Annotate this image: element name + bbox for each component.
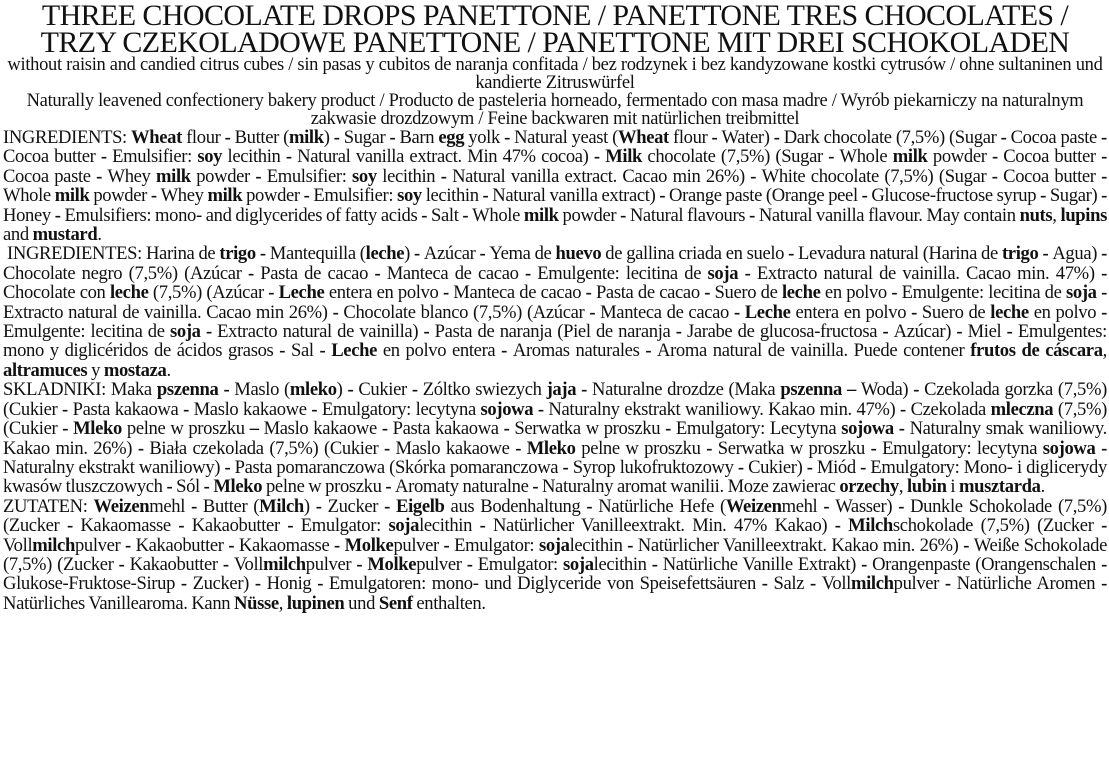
allergen-text: milk [523,204,559,226]
allergen-text: trigo [219,243,256,265]
product-subtitle-description: Naturally leavened confectionery bakery product / Producto de pasteleria horneado, fermentado con masa madre / Wyrób piekarniczy na naturalnym zakwasie drozdzowym / Feine backwaren mit natürlichen treibmittel [26,91,1084,129]
ingredient-text: SKLADNIKI: Maka [3,379,157,401]
ingredient-text: entera en polvo - Manteca de cacao - Pasta de cacao - Suero de [324,282,782,304]
ingredient-text: ZUTATEN: [3,495,94,517]
ingredient-text: mehl - Wasser) - Dunkle Schokolade (7,5%) (Zucker - Kakaomasse - Kakaobutter - Emulgator: [3,495,1107,537]
allergen-text: Molke [367,553,417,575]
ingredient-text: pulver - Kakaobutter - Kakaomasse - [74,534,345,556]
allergen-text: trigo [1001,243,1039,265]
allergen-text: Molke [344,534,394,556]
allergen-text: mustard [32,224,98,246]
ingredient-text: - Mantequilla ( [255,243,366,265]
allergen-text: Wheat [131,127,182,148]
ingredient-text: aus Bodenhaltung - Natürliche Hefe ( [444,495,726,517]
allergen-text: soja [563,553,594,575]
ingredient-text: lecithin - Natural vanilla extract) - Orange paste (Orange peel - Glucose-fructose syrup - Sugar) - Honey - Emulsifiers: mono- and diglycerides of fatty acids - Salt - Whole [3,185,1108,226]
allergen-text: leche [990,301,1029,323]
ingredient-text: INGREDIENTS: [3,127,132,148]
allergen-text: musztarda [959,476,1041,498]
ingredient-text: - Extracto natural de vainilla) - Pasta de naranja (Piel de naranja - Jarabe de glucosa-fructosa - Azúcar) - Miel - Emulgentes: mono y diglicéridos de ácidos grasos - Sal - [3,321,1107,362]
ingredient-text: und [344,592,379,614]
allergen-text: pszenna [780,379,842,401]
allergen-text: soja [707,262,739,284]
allergen-text: Milch [848,515,893,537]
ingredient-text: flour - Butter ( [181,127,289,148]
ingredients-es [3,244,1107,380]
ingredient-text: chocolate (7,5%) (Sugar - Whole [642,146,893,168]
allergen-text: soja [170,321,201,343]
allergen-text: pszenna [156,379,219,401]
ingredient-text: lecithin - Natural vanilla extract. Cacao min 26%) - White chocolate (7,5%) (Sugar - Cocoa butter - Whole [3,165,1107,207]
product-label [0,2,1109,613]
allergen-text: soy [352,165,377,187]
ingredient-text: lecithin - Natürlicher Vanilleextrakt. Min. 47% Kakao) - [419,515,849,537]
ingredients-en [3,128,1107,244]
ingredient-text: entera en polvo - Suero de [790,301,991,323]
ingredient-text: INGREDIENTES: Harina de [3,243,220,265]
allergen-text: milk [892,146,928,168]
ingredient-text: pelne w proszku - Serwatka w proszku - Emulgatory: lecytyna [575,437,1043,459]
ingredient-text: en polvo entera - Aromas naturales - Aroma natural de vainilla. Puede contener [377,340,971,362]
ingredient-text: - Extracto natural de vainilla. Cacao min. 47%) - Chocolate con [3,262,1107,304]
ingredient-text: - Naturalny smak waniliowy. Kakao min. 26%) - Biała czekolada (7,5%) (Cukier - Maslo kakaowe - [3,418,1107,459]
allergen-text: Wheat [617,127,669,148]
allergen-text: Mleko [213,476,263,498]
allergen-text: Weizen [93,495,150,517]
allergen-text: Milk [605,146,643,168]
ingredient-text: schokolade (7,5%) (Zucker - Voll [3,515,1107,556]
ingredient-text: ) - Azúcar - Yema de [404,243,556,265]
ingredient-text: pulver - Emulgator: [416,553,564,575]
allergen-text: frutos de cáscara [970,340,1103,362]
ingredient-text: y [87,359,104,381]
ingredient-text: lecithin - Natürliche Vanille Extrakt) - Orangenpaste (Orangenschalen - Glukose-Fruktose-Sirup - Zucker) - Honig - Emulgatoren: mono- und Diglyceride von Speisefettsäuren - Salz - Voll [3,553,1107,595]
allergen-text: Mleko [526,437,576,459]
allergen-text: soja [1066,282,1097,304]
ingredient-text: ) - Cukier - Zóltko swiezych [336,379,547,401]
allergen-text: Nüsse [234,592,279,614]
ingredient-text: yolk - Natural yeast ( [464,127,618,148]
ingredient-text: (7,5%) (Cukier - [3,398,1107,440]
ingredient-text: , [278,592,287,614]
allergen-text: orzechy [839,476,899,498]
allergen-text: leche [781,282,821,304]
ingredient-text: . [1040,476,1045,498]
ingredient-text: pulver - Emulgator: [393,534,539,556]
ingredient-text: , [1052,204,1061,226]
allergen-text: Weizen [725,495,782,517]
allergen-text: Mleko [73,418,122,440]
ingredients-section [3,128,1107,613]
ingredient-text: , [1102,340,1107,362]
allergen-text: soy [397,185,422,207]
allergen-text: milk [54,185,90,207]
allergen-text: Milch [259,495,304,517]
ingredient-text: - Agua) - Chocolate negro (7,5%) (Azúcar - Pasta de cacao - Manteca de cacao - Emulgente: lecitina de [3,243,1107,284]
allergen-text: Leche [278,282,325,304]
allergen-text: leche [109,282,149,304]
ingredient-text: en polvo - Emulgente: lecitina de [3,301,1107,343]
ingredient-text: pelne w proszku – Maslo kakaowe - Pasta kakaowa - Serwatka w proszku - Emulgatory: Lecytyna [121,418,842,440]
ingredient-text: de gallina criada en suelo - Levadura natural (Harina de [601,243,1002,265]
ingredient-text: powder - Emulsifier: [242,185,398,207]
ingredient-text: - Naturalne drozdze (Maka [576,379,781,401]
ingredient-text: powder - Emulsifier: [190,165,353,187]
ingredients-pl [3,380,1107,496]
allergen-text: nuts [1019,204,1053,226]
ingredient-text: ) - Sugar - Barn [323,127,439,148]
ingredient-text: enthalten. [412,592,486,614]
allergen-text: Eigelb [396,495,445,517]
ingredient-text: i [946,476,959,498]
ingredient-text: pelne w proszku - Aromaty naturalne - Naturalny aromat wanilii. Moze zawierac [262,476,840,498]
ingredient-text: - Naturalny ekstrakt waniliowy. Kakao min. 47%) - Czekolada [533,398,991,420]
ingredient-text: . [166,359,171,381]
ingredients-de [3,497,1107,613]
product-title: THREE CHOCOLATE DROPS PANETTONE / PANETTONE TRES CHOCOLATES / TRZY CZEKOLADOWE PANETTONE / PANETTONE MIT DREI SCHOKOLADEN [40,0,1070,59]
ingredient-text: and [3,224,33,246]
allergen-text: milk [155,165,191,187]
ingredient-text: pulver - Natürliche Aromen - Natürliches Vanillearoma. Kann [3,573,1107,614]
ingredient-text: lecithin - Natural vanilla extract. Min 47% cocoa) - [222,146,606,168]
ingredient-text: en polvo - Emulgente: lecitina de [820,282,1066,304]
allergen-text: lupinen [286,592,345,614]
ingredient-text: - Extracto natural de vainilla. Cacao min 26%) - Chocolate blanco (7,5%) (Azúcar - Manteca de cacao - [3,282,1107,323]
allergen-text: leche [365,243,405,265]
ingredient-text: pulver - [305,553,368,575]
ingredient-text: - Maslo ( [218,379,290,401]
allergen-text: soja [538,534,570,556]
allergen-text: soy [197,146,223,168]
ingredient-text: mehl - Butter ( [149,495,260,517]
allergen-text: altramuces [3,359,88,381]
allergen-text: sojowa [480,398,534,420]
allergen-text: sojowa [1042,437,1096,459]
ingredient-text: (7,5%) (Azúcar - [148,282,279,304]
allergen-text: milch [32,534,75,556]
allergen-text: milk [288,127,324,148]
allergen-text: sojowa [841,418,894,440]
ingredient-text: powder - Natural flavours - Natural vanilla flavour. May contain [558,204,1020,226]
allergen-text: milch [263,553,306,575]
allergen-text: jaja [546,379,577,401]
ingredient-text: - Naturalny ekstrakt waniliowy) - Pasta pomaranczowa (Skórka pomaranczowa - Syrop lukofruktozowy - Cukier) - Miód - Emulgatory: Mono- i diglicerydy kwasów tluszczowych - Sól - [3,437,1107,498]
allergen-text: soja [388,515,420,537]
ingredient-text: powder - Cocoa butter - Cocoa paste - Whey [3,146,1107,187]
ingredient-text: ) - Zucker - [303,495,397,517]
allergen-text: mostaza [103,359,167,381]
allergen-text: milk [207,185,243,207]
ingredient-text: lecithin - Natürlicher Vanilleextrakt. Kakao min. 26%) - Weiße Schokolade (7,5%) (Zucker - Kakaobutter - Voll [3,534,1107,575]
allergen-text: Senf [378,592,413,614]
ingredient-text: – Woda) - Czekolada gorzka (7,5%) (Cukier - Pasta kakaowa - Maslo kakaowe - Emulgatory: lecytyna [3,379,1107,420]
allergen-text: lubin [906,476,947,498]
allergen-text: huevo [555,243,602,265]
allergen-text: Leche [331,340,377,362]
allergen-text: lupins [1060,204,1107,226]
allergen-text: Leche [744,301,791,323]
ingredient-text: , [898,476,907,498]
ingredient-text: . [97,224,102,246]
ingredient-text: powder - Whey [89,185,208,207]
allergen-text: mleko [289,379,337,401]
allergen-text: egg [438,127,465,148]
allergen-text: mleczna [990,398,1054,420]
allergen-text: milch [850,573,894,595]
product-subtitle-variant: without raisin and candied citrus cubes / sin pasas y cubitos de naranja confitada / bez rodzynek i bez kandyzowane kostki cytrusów / ohne sultaninen und kandierte Zitruswürfel [7,55,1103,93]
ingredient-text: flour - Water) - Dark chocolate (7,5%) (Sugar - Cocoa paste - Cocoa butter - Emulsifier: [3,127,1107,168]
